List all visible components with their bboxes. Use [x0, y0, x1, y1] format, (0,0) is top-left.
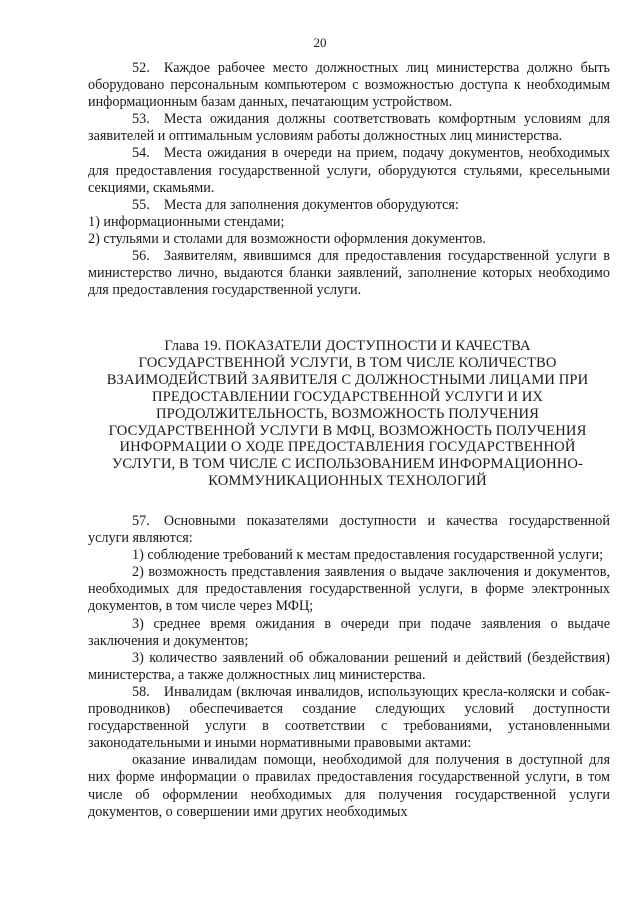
paragraph-55: 55. Места для заполнения документов оборудуются:: [132, 196, 459, 213]
paragraph-57-item-1: 1) соблюдение требований к местам предоставления государственной услуги;: [132, 547, 604, 564]
paragraph-55-item-2: 2) стульями и столами для возможности оформления документов.: [88, 230, 486, 247]
paragraph-57-item-4: 3) количество заявлений об обжаловании решений и действий (бездействия) министерства, а также должностных лиц министерства.: [88, 649, 610, 683]
paragraph-53: 53. Места ожидания должны соответствовать комфортным условиям для заявителей и оптимальным условиям работы должностных лиц министерства.: [88, 111, 610, 145]
bottom-section: [88, 513, 610, 821]
top-section: [88, 60, 610, 299]
chapter-19-title: Глава 19. ПОКАЗАТЕЛИ ДОСТУПНОСТИ И КАЧЕСТВА ГОСУДАРСТВЕННОЙ УСЛУГИ, В ТОМ ЧИСЛЕ КОЛИЧЕСТВО ВЗАИМОДЕЙСТВИЙ ЗАЯВИТЕЛЯ С ДОЛЖНОСТНЫМИ ЛИЦАМИ ПРИ ПРЕДОСТАВЛЕНИИ ГОСУДАРСТВЕННОЙ УСЛУГИ И ИХ ПРОДОЛЖИТЕЛЬНОСТЬ, ВОЗМОЖНОСТЬ ПОЛУЧЕНИЯ ГОСУДАРСТВЕННОЙ УСЛУГИ В МФЦ, ВОЗМОЖНОСТЬ ПОЛУЧЕНИЯ ИНФОРМАЦИИ О ХОДЕ ПРЕДОСТАВЛЕНИЯ ГОСУДАРСТВЕННОЙ УСЛУГИ, В ТОМ ЧИСЛЕ С ИСПОЛЬЗОВАНИЕМ ИНФОРМАЦИОННО-КОММУНИКАЦИОННЫХ ТЕХНОЛОГИЙ: [106, 338, 589, 490]
paragraph-52: 52. Каждое рабочее место должностных лиц министерства должно быть оборудовано персональным компьютером с возможностью доступа к необходимым информационным базам данных, печатающим устройством.: [88, 60, 610, 111]
paragraph-58-item-1: оказание инвалидам помощи, необходимой для получения в доступной для них форме информации о правилах предоставления государственной услуги, в том числе об оформлении необходимых для получения государственной услуги документов, о совершении ими других необходимых: [88, 752, 610, 820]
paragraph-55-item-1: 1) информационными стендами;: [88, 213, 285, 230]
paragraph-58: 58. Инвалидам (включая инвалидов, использующих кресла-коляски и собак-проводников) обеспечивается создание следующих условий доступности государственной услуги в соответствии с требованиями, установленными законодательными и иными нормативными правовыми актами:: [88, 683, 610, 752]
paragraph-54: 54. Места ожидания в очереди на прием, подачу документов, необходимых для предоставления государственной услуги, оборудуются стульями, кресельными секциями, скамьями.: [88, 145, 610, 196]
paragraph-56: 56. Заявителям, явившимся для предоставления государственной услуги в министерство лично, выдаются бланки заявлений, заполнение которых необходимо для предоставления государственной услуги.: [88, 248, 610, 299]
paragraph-57: 57. Основными показателями доступности и качества государственной услуги являются:: [88, 513, 610, 547]
paragraph-57-item-3: 3) среднее время ожидания в очереди при подаче заявления о выдаче заключения и документов;: [88, 615, 610, 649]
page-number: 20: [313, 35, 327, 50]
paragraph-57-item-2: 2) возможность представления заявления о выдаче заключения и документов, необходимых для предоставления государственной услуги, в форме электронных документов, в том числе через МФЦ;: [88, 564, 610, 615]
